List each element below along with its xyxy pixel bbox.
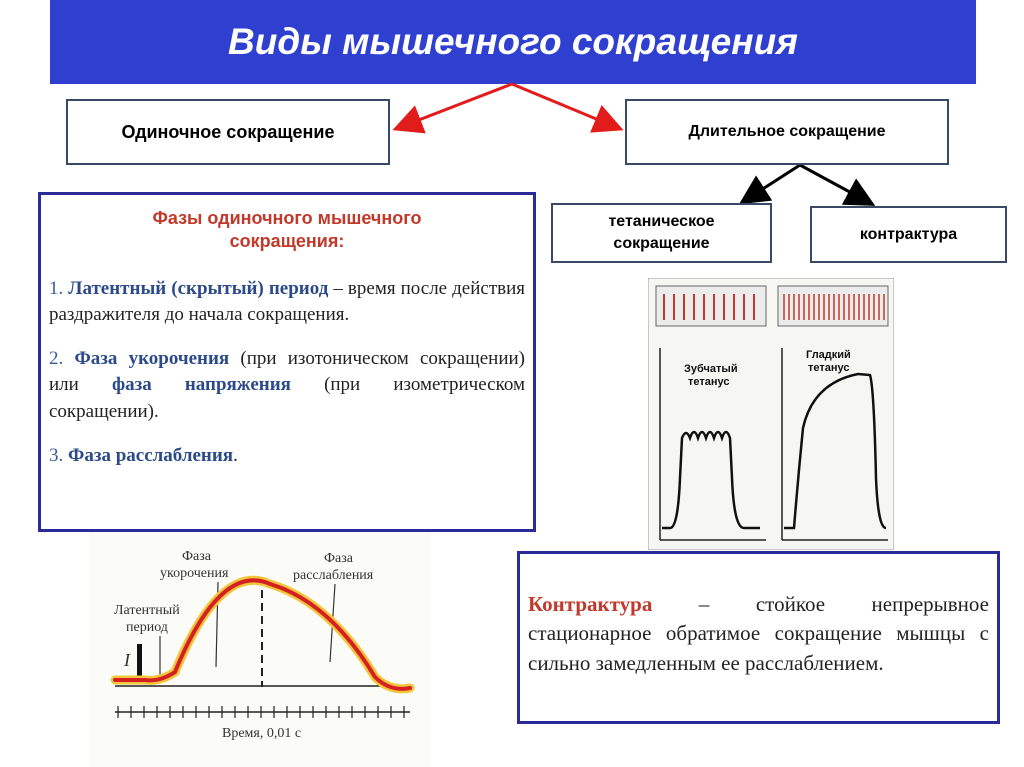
tetanic-contraction-label: тетаническое сокращение — [608, 213, 715, 252]
contracture-definition — [517, 551, 1000, 724]
phase-number: 2. — [49, 348, 64, 370]
long-contraction-box — [625, 99, 949, 165]
phase-description: (при изотоническом сокращении) или — [49, 348, 525, 396]
phase-term: Фаза расслабления — [68, 444, 234, 466]
arrow-to-contracture — [800, 165, 870, 203]
single-twitch-graph — [90, 532, 430, 767]
phase-item-shortening — [49, 346, 525, 425]
phase-description: (при изометрическом сокращении). — [49, 374, 526, 422]
phase-term: Латентный (скрытый) период — [68, 277, 329, 299]
phase-item-latent — [49, 276, 525, 328]
contracture-term: Контрактура — [528, 592, 653, 616]
phase-description: – время после действия раздражителя до начала сокращения. — [49, 277, 526, 325]
contracture-box — [810, 206, 1007, 263]
single-contraction-box — [66, 99, 390, 165]
arrow-to-tetanic — [744, 165, 800, 201]
phases-title-line1: Фазы одиночного мышечного — [152, 208, 422, 228]
phase-term: Фаза укорочения — [74, 348, 230, 370]
stimulus-mark: I — [124, 650, 130, 670]
contracture-label: контрактура — [859, 225, 958, 243]
phases-panel — [38, 192, 536, 532]
phase-number: 1. — [49, 277, 64, 299]
long-contraction-label: Длительное сокращение — [688, 123, 886, 140]
phase-item-relaxation — [49, 443, 525, 469]
x-axis-label: Время, 0,01 с — [222, 726, 302, 741]
phases-title — [49, 207, 525, 254]
phase-description: . — [233, 444, 238, 466]
label-shortening-2: укорочения — [160, 566, 229, 581]
phase-term: фаза напряжения — [111, 374, 291, 396]
serrated-label-1: Зубчатый — [684, 363, 738, 375]
label-latent-2: период — [126, 620, 168, 635]
label-relax-1: Фаза — [324, 551, 354, 566]
label-relax-2: расслабления — [293, 568, 374, 583]
arrow-to-single — [398, 84, 512, 128]
phases-title-line2: сокращения: — [229, 231, 345, 252]
phase-number: 3. — [49, 444, 64, 466]
tetanic-contraction-box — [551, 203, 772, 263]
contracture-description: – стойкое непрерывное стационарное обратимое сокращение мышцы с сильно замедленным ее расслаблением. — [528, 592, 989, 675]
serrated-label-2: тетанус — [688, 376, 730, 388]
label-latent-1: Латентный — [114, 603, 180, 618]
label-shortening-1: Фаза — [182, 549, 212, 564]
smooth-label-2: тетанус — [808, 362, 850, 374]
arrow-to-long — [512, 84, 618, 128]
smooth-label-1: Гладкий — [806, 349, 851, 361]
single-contraction-label: Одиночное сокращение — [121, 121, 335, 142]
tetanus-graph — [648, 278, 894, 550]
title-banner — [50, 0, 976, 84]
page-title: Виды мышечного сокращения — [228, 21, 798, 62]
